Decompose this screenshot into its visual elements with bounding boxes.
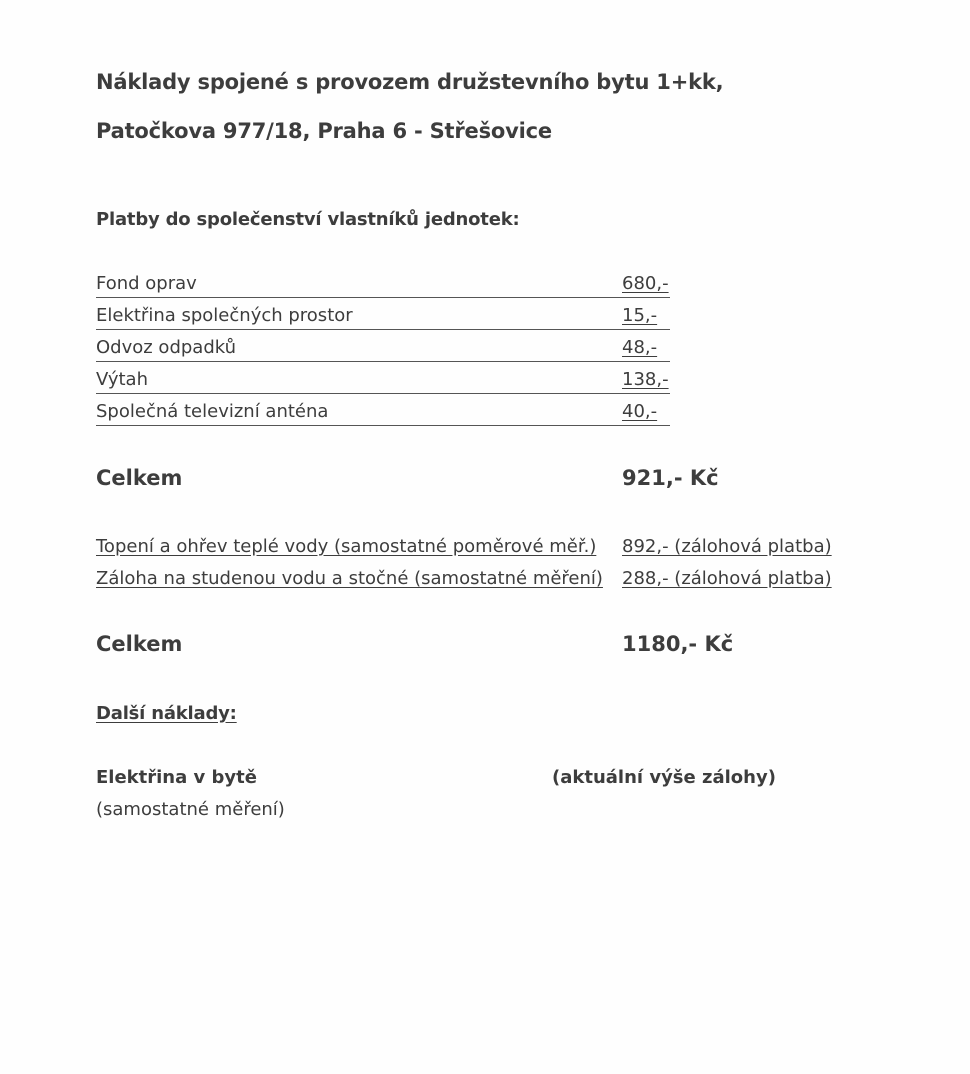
svj-item-value: 15,-	[622, 305, 658, 326]
utility-item-label: Záloha na studenou vodu a stočné (samostatné měření)	[96, 568, 603, 589]
utilities-total-label: Celkem	[96, 632, 183, 656]
svj-item-label: Elektřina společných prostor	[96, 305, 353, 326]
svj-item-label: Fond oprav	[96, 273, 197, 294]
document-title-line-1: Náklady spojené s provozem družstevního bytu 1+kk,	[96, 70, 724, 94]
svj-item-value: 680,-	[622, 273, 669, 294]
svj-section-heading: Platby do společenství vlastníků jednotek:	[96, 209, 520, 230]
electricity-label: Elektřina v bytě	[96, 767, 257, 788]
svj-item-label: Společná televizní anténa	[96, 401, 329, 422]
svj-total-value: 921,- Kč	[622, 466, 719, 490]
svj-item-value: 138,-	[622, 369, 669, 390]
utilities-total-value: 1180,- Kč	[622, 632, 734, 656]
document-title-line-2: Patočkova 977/18, Praha 6 - Střešovice	[96, 119, 552, 143]
svj-total-label: Celkem	[96, 466, 183, 490]
utility-item-value: 892,- (zálohová platba)	[622, 536, 832, 557]
svj-item-value: 48,-	[622, 337, 658, 358]
svj-item-row	[96, 369, 670, 394]
utility-item-value: 288,- (zálohová platba)	[622, 568, 832, 589]
svj-item-row	[96, 401, 670, 426]
svj-item-row	[96, 337, 670, 362]
other-costs-heading: Další náklady:	[96, 703, 237, 724]
svj-item-row	[96, 305, 670, 330]
svj-item-label: Výtah	[96, 369, 148, 390]
svj-item-label: Odvoz odpadků	[96, 337, 237, 358]
electricity-note: (samostatné měření)	[96, 799, 285, 820]
electricity-value: (aktuální výše zálohy)	[552, 767, 776, 788]
svj-item-value: 40,-	[622, 401, 658, 422]
utility-item-label: Topení a ohřev teplé vody (samostatné poměrové měř.)	[96, 536, 597, 557]
svj-item-row	[96, 273, 670, 298]
